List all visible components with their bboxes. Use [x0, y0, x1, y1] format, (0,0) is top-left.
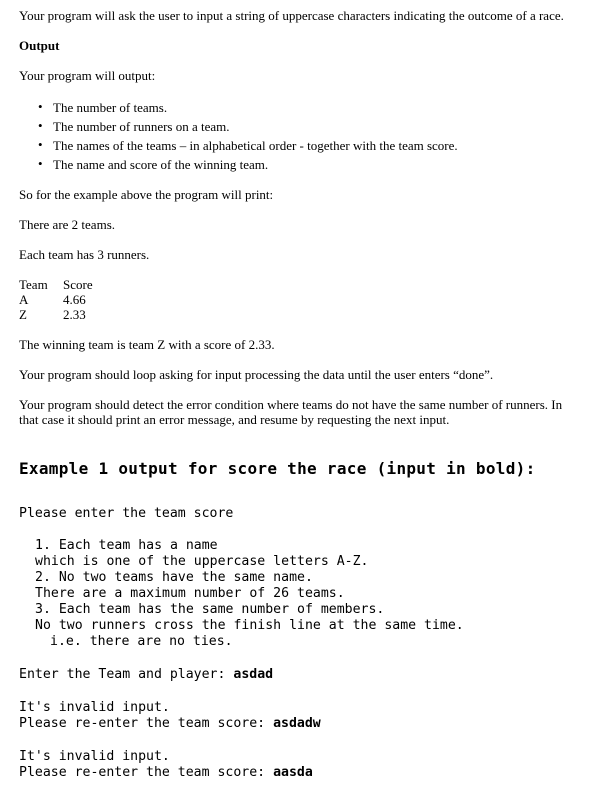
console-reenter-line [19, 716, 321, 731]
console-reenter-input: asdadw [273, 716, 321, 731]
list-item: The number of teams. [53, 100, 168, 115]
console-reenter-prompt: Please re-enter the team score: [19, 716, 274, 731]
table-header-team: Team [19, 277, 48, 292]
console-enter-prompt: Enter the Team and player: [19, 667, 234, 682]
bullet-icon: • [38, 137, 43, 152]
console-reenter-line [19, 765, 313, 780]
list-item: The names of the teams – in alphabetical order - together with the team score. [53, 138, 458, 153]
table-cell-team: A [19, 292, 29, 307]
console-enter-line [19, 667, 273, 682]
console-rule-line: There are a maximum number of 26 teams. [35, 586, 345, 601]
bullet-icon: • [38, 99, 43, 114]
console-rule-line: which is one of the uppercase letters A-Z. [35, 554, 369, 569]
console-enter-input: asdad [233, 667, 274, 682]
console-prompt: Please enter the team score [19, 506, 234, 521]
console-rule-line: 2. No two teams have the same name. [35, 570, 313, 585]
console-rule-line: 3. Each team has the same number of members. [35, 602, 385, 617]
table-cell-team: Z [19, 307, 27, 322]
loop-line: Your program should loop asking for input processing the data until the user enters “done”. [19, 367, 494, 382]
table-header-score: Score [63, 277, 93, 292]
console-reenter-input: aasda [273, 765, 313, 780]
output-heading: Output [19, 38, 60, 53]
console-invalid-message: It's invalid input. [19, 749, 170, 764]
example-heading: Example 1 output for score the race (input in bold): [19, 459, 536, 478]
winner-line: The winning team is team Z with a score of 2.33. [19, 337, 275, 352]
list-item: The number of runners on a team. [53, 119, 230, 134]
list-item: The name and score of the winning team. [53, 157, 269, 172]
bullet-icon: • [38, 118, 43, 133]
runners-line: Each team has 3 runners. [19, 247, 150, 262]
console-invalid-message: It's invalid input. [19, 700, 170, 715]
teams-line: There are 2 teams. [19, 217, 116, 232]
error-paragraph-line-2: that case it should print an error message, and resume by requesting the next input. [19, 412, 450, 427]
example-intro: So for the example above the program will print: [19, 187, 274, 202]
console-rule-line: i.e. there are no ties. [50, 634, 233, 649]
table-cell-score: 2.33 [63, 307, 86, 322]
console-rule-line: No two runners cross the finish line at the same time. [35, 618, 464, 633]
output-intro: Your program will output: [19, 68, 156, 83]
table-cell-score: 4.66 [63, 292, 86, 307]
intro-text: Your program will ask the user to input a string of uppercase characters indicating the outcome of a race. [19, 8, 564, 23]
bullet-icon: • [38, 156, 43, 171]
error-paragraph-line-1: Your program should detect the error condition where teams do not have the same number of runners. In [19, 397, 563, 412]
console-reenter-prompt: Please re-enter the team score: [19, 765, 274, 780]
console-rule-line: 1. Each team has a name [35, 538, 218, 553]
